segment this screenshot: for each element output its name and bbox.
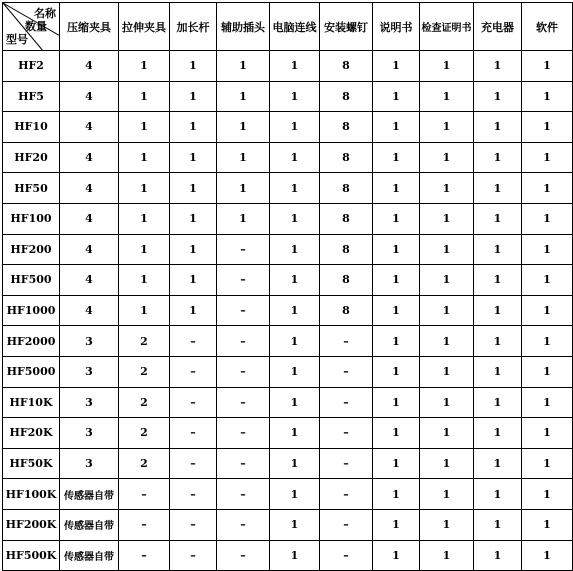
- column-header: 充电器: [474, 3, 522, 51]
- quantity-cell: 1: [217, 112, 270, 143]
- model-cell: HF100K: [3, 479, 60, 510]
- quantity-cell: 1: [420, 356, 474, 387]
- quantity-cell: 1: [474, 112, 522, 143]
- quantity-cell: 1: [474, 356, 522, 387]
- quantity-cell: –: [217, 234, 270, 265]
- quantity-cell: 1: [420, 326, 474, 357]
- table-row: [3, 51, 573, 82]
- column-header: 说明书: [373, 3, 420, 51]
- quantity-cell: 1: [270, 356, 320, 387]
- quantity-cell: –: [217, 540, 270, 571]
- quantity-cell: 1: [420, 540, 474, 571]
- corner-model-label: 型号: [6, 33, 28, 46]
- column-header: 辅助插头: [217, 3, 270, 51]
- quantity-cell: 2: [119, 387, 170, 418]
- quantity-cell: 1: [522, 387, 573, 418]
- quantity-cell: –: [217, 265, 270, 296]
- corner-header-cell: [3, 3, 60, 51]
- quantity-cell: 1: [373, 142, 420, 173]
- quantity-cell: 3: [60, 356, 119, 387]
- quantity-cell: 1: [270, 326, 320, 357]
- quantity-cell: 1: [170, 173, 217, 204]
- quantity-cell: 1: [522, 356, 573, 387]
- quantity-cell: 1: [119, 173, 170, 204]
- quantity-cell: 1: [217, 81, 270, 112]
- quantity-cell: 1: [170, 81, 217, 112]
- quantity-cell: –: [217, 326, 270, 357]
- quantity-cell: 1: [270, 265, 320, 296]
- quantity-cell: 4: [60, 295, 119, 326]
- quantity-cell: 1: [522, 234, 573, 265]
- quantity-cell: –: [217, 418, 270, 449]
- quantity-cell: 1: [522, 448, 573, 479]
- model-cell: HF20K: [3, 418, 60, 449]
- table-row: [3, 540, 573, 571]
- quantity-cell: 1: [119, 81, 170, 112]
- column-header: 加长杆: [170, 3, 217, 51]
- quantity-cell: 1: [420, 448, 474, 479]
- quantity-cell: 1: [119, 234, 170, 265]
- column-header: 软件: [522, 3, 573, 51]
- quantity-cell: 1: [522, 295, 573, 326]
- model-cell: HF50: [3, 173, 60, 204]
- model-cell: HF5: [3, 81, 60, 112]
- quantity-cell: 4: [60, 51, 119, 82]
- quantity-cell: 1: [474, 387, 522, 418]
- quantity-cell: 2: [119, 448, 170, 479]
- model-cell: HF50K: [3, 448, 60, 479]
- quantity-cell: 1: [373, 418, 420, 449]
- quantity-cell: 1: [170, 203, 217, 234]
- quantity-cell: –: [217, 356, 270, 387]
- quantity-cell: –: [320, 356, 373, 387]
- quantity-cell: –: [320, 387, 373, 418]
- quantity-cell: 1: [119, 265, 170, 296]
- quantity-cell: 4: [60, 203, 119, 234]
- quantity-cell: –: [119, 509, 170, 540]
- quantity-cell: 1: [522, 203, 573, 234]
- quantity-cell: 1: [420, 173, 474, 204]
- quantity-cell: 1: [373, 51, 420, 82]
- quantity-cell: 1: [474, 265, 522, 296]
- quantity-cell: 1: [373, 387, 420, 418]
- table-row: [3, 418, 573, 449]
- model-cell: HF500: [3, 265, 60, 296]
- quantity-cell: 1: [270, 203, 320, 234]
- quantity-cell: 1: [420, 265, 474, 296]
- quantity-cell: 1: [373, 326, 420, 357]
- table-row: [3, 448, 573, 479]
- quantity-cell: 1: [373, 81, 420, 112]
- corner-qty-label: 数量: [25, 20, 47, 33]
- quantity-cell: 1: [420, 142, 474, 173]
- table-row: [3, 356, 573, 387]
- quantity-cell: 1: [522, 173, 573, 204]
- table-row: [3, 295, 573, 326]
- quantity-cell: 1: [474, 142, 522, 173]
- quantity-cell: 8: [320, 234, 373, 265]
- quantity-cell: 1: [170, 265, 217, 296]
- quantity-cell: 1: [119, 203, 170, 234]
- quantity-cell: –: [217, 509, 270, 540]
- quantity-cell: 1: [270, 112, 320, 143]
- quantity-cell: –: [217, 387, 270, 418]
- quantity-cell: 1: [420, 418, 474, 449]
- quantity-cell: 4: [60, 173, 119, 204]
- quantity-cell: 1: [373, 265, 420, 296]
- table-row: [3, 479, 573, 510]
- table-row: [3, 203, 573, 234]
- quantity-cell: 4: [60, 112, 119, 143]
- quantity-cell: 8: [320, 173, 373, 204]
- quantity-cell: 1: [119, 142, 170, 173]
- quantity-cell: –: [170, 540, 217, 571]
- column-header: 检查证明书: [420, 3, 474, 51]
- quantity-cell: 1: [270, 295, 320, 326]
- quantity-cell: 1: [474, 479, 522, 510]
- quantity-cell: 4: [60, 265, 119, 296]
- table-row: [3, 387, 573, 418]
- quantity-cell: 1: [474, 234, 522, 265]
- model-cell: HF2000: [3, 326, 60, 357]
- quantity-cell: 3: [60, 387, 119, 418]
- quantity-cell: 1: [522, 265, 573, 296]
- quantity-cell: 1: [170, 295, 217, 326]
- quantity-cell: 1: [474, 326, 522, 357]
- model-cell: HF10K: [3, 387, 60, 418]
- quantity-cell: 1: [522, 326, 573, 357]
- quantity-cell: 1: [474, 295, 522, 326]
- quantity-cell: 1: [270, 81, 320, 112]
- quantity-cell: 1: [270, 479, 320, 510]
- quantity-cell: 1: [170, 112, 217, 143]
- quantity-cell: 1: [373, 509, 420, 540]
- quantity-cell: 8: [320, 203, 373, 234]
- quantity-cell: 1: [373, 295, 420, 326]
- quantity-cell: 1: [270, 142, 320, 173]
- quantity-cell: 1: [474, 448, 522, 479]
- table-row: [3, 265, 573, 296]
- table-row: [3, 112, 573, 143]
- quantity-cell: –: [320, 418, 373, 449]
- quantity-cell: 1: [522, 540, 573, 571]
- quantity-cell: 1: [474, 418, 522, 449]
- quantity-cell: 1: [420, 234, 474, 265]
- quantity-cell: 3: [60, 448, 119, 479]
- model-cell: HF200: [3, 234, 60, 265]
- quantity-cell: 1: [522, 112, 573, 143]
- quantity-cell: 1: [474, 509, 522, 540]
- quantity-cell: 1: [420, 387, 474, 418]
- quantity-cell: 1: [119, 112, 170, 143]
- header-row: [3, 3, 573, 51]
- quantity-cell: 1: [474, 203, 522, 234]
- quantity-cell: 1: [217, 203, 270, 234]
- table-row: [3, 509, 573, 540]
- model-cell: HF5000: [3, 356, 60, 387]
- corner-name-label: 名称: [34, 7, 56, 20]
- quantity-cell: 4: [60, 142, 119, 173]
- quantity-cell: 4: [60, 81, 119, 112]
- quantity-cell: –: [217, 448, 270, 479]
- quantity-cell: 1: [270, 51, 320, 82]
- quantity-cell: –: [170, 326, 217, 357]
- quantity-cell: 1: [522, 81, 573, 112]
- quantity-cell: 4: [60, 234, 119, 265]
- model-cell: HF500K: [3, 540, 60, 571]
- quantity-cell: 1: [474, 51, 522, 82]
- quantity-cell: 8: [320, 112, 373, 143]
- model-cell: HF20: [3, 142, 60, 173]
- quantity-cell: –: [170, 509, 217, 540]
- quantity-cell: –: [119, 540, 170, 571]
- quantity-cell: –: [170, 356, 217, 387]
- quantity-cell: –: [170, 448, 217, 479]
- quantity-cell: 传感器自带: [60, 509, 119, 540]
- quantity-cell: 1: [420, 509, 474, 540]
- quantity-cell: 1: [373, 540, 420, 571]
- table-row: [3, 326, 573, 357]
- quantity-cell: 1: [170, 142, 217, 173]
- accessory-table: [2, 2, 573, 571]
- quantity-cell: 1: [170, 51, 217, 82]
- quantity-cell: 1: [119, 295, 170, 326]
- quantity-cell: 1: [170, 234, 217, 265]
- table-row: [3, 142, 573, 173]
- quantity-cell: –: [320, 540, 373, 571]
- quantity-cell: 1: [217, 173, 270, 204]
- table-row: [3, 173, 573, 204]
- quantity-cell: 8: [320, 142, 373, 173]
- quantity-cell: –: [320, 509, 373, 540]
- quantity-cell: 1: [270, 448, 320, 479]
- quantity-cell: 2: [119, 326, 170, 357]
- quantity-cell: 8: [320, 51, 373, 82]
- quantity-cell: 2: [119, 418, 170, 449]
- quantity-cell: 1: [522, 418, 573, 449]
- accessory-table-container: [2, 2, 573, 571]
- quantity-cell: 1: [270, 173, 320, 204]
- quantity-cell: 1: [474, 81, 522, 112]
- model-cell: HF1000: [3, 295, 60, 326]
- column-header: 安装螺钉: [320, 3, 373, 51]
- model-cell: HF2: [3, 51, 60, 82]
- quantity-cell: 1: [420, 81, 474, 112]
- quantity-cell: 1: [270, 509, 320, 540]
- quantity-cell: 8: [320, 295, 373, 326]
- quantity-cell: 8: [320, 81, 373, 112]
- quantity-cell: –: [320, 448, 373, 479]
- quantity-cell: –: [170, 387, 217, 418]
- quantity-cell: 1: [420, 112, 474, 143]
- quantity-cell: 1: [270, 387, 320, 418]
- quantity-cell: 传感器自带: [60, 540, 119, 571]
- quantity-cell: 1: [522, 142, 573, 173]
- quantity-cell: 1: [270, 418, 320, 449]
- quantity-cell: –: [170, 418, 217, 449]
- quantity-cell: 1: [373, 173, 420, 204]
- quantity-cell: 1: [217, 51, 270, 82]
- column-header: 拉伸夹具: [119, 3, 170, 51]
- quantity-cell: 1: [522, 509, 573, 540]
- quantity-cell: 2: [119, 356, 170, 387]
- model-cell: HF100: [3, 203, 60, 234]
- quantity-cell: 1: [474, 173, 522, 204]
- model-cell: HF200K: [3, 509, 60, 540]
- quantity-cell: 1: [373, 479, 420, 510]
- quantity-cell: 1: [420, 203, 474, 234]
- quantity-cell: 1: [522, 479, 573, 510]
- quantity-cell: 1: [373, 112, 420, 143]
- quantity-cell: 传感器自带: [60, 479, 119, 510]
- quantity-cell: –: [320, 326, 373, 357]
- quantity-cell: 1: [373, 203, 420, 234]
- quantity-cell: 1: [420, 295, 474, 326]
- quantity-cell: 8: [320, 265, 373, 296]
- quantity-cell: 1: [373, 448, 420, 479]
- quantity-cell: –: [217, 479, 270, 510]
- table-row: [3, 81, 573, 112]
- model-cell: HF10: [3, 112, 60, 143]
- quantity-cell: 1: [522, 51, 573, 82]
- quantity-cell: –: [320, 479, 373, 510]
- quantity-cell: 1: [474, 540, 522, 571]
- quantity-cell: 1: [373, 356, 420, 387]
- quantity-cell: 1: [373, 234, 420, 265]
- quantity-cell: 1: [420, 51, 474, 82]
- quantity-cell: 3: [60, 326, 119, 357]
- quantity-cell: 3: [60, 418, 119, 449]
- column-header: 压缩夹具: [60, 3, 119, 51]
- quantity-cell: 1: [420, 479, 474, 510]
- quantity-cell: –: [119, 479, 170, 510]
- table-body: [3, 3, 573, 571]
- column-header: 电脑连线: [270, 3, 320, 51]
- quantity-cell: 1: [119, 51, 170, 82]
- quantity-cell: 1: [270, 234, 320, 265]
- quantity-cell: 1: [270, 540, 320, 571]
- table-row: [3, 234, 573, 265]
- quantity-cell: –: [217, 295, 270, 326]
- quantity-cell: 1: [217, 142, 270, 173]
- quantity-cell: –: [170, 479, 217, 510]
